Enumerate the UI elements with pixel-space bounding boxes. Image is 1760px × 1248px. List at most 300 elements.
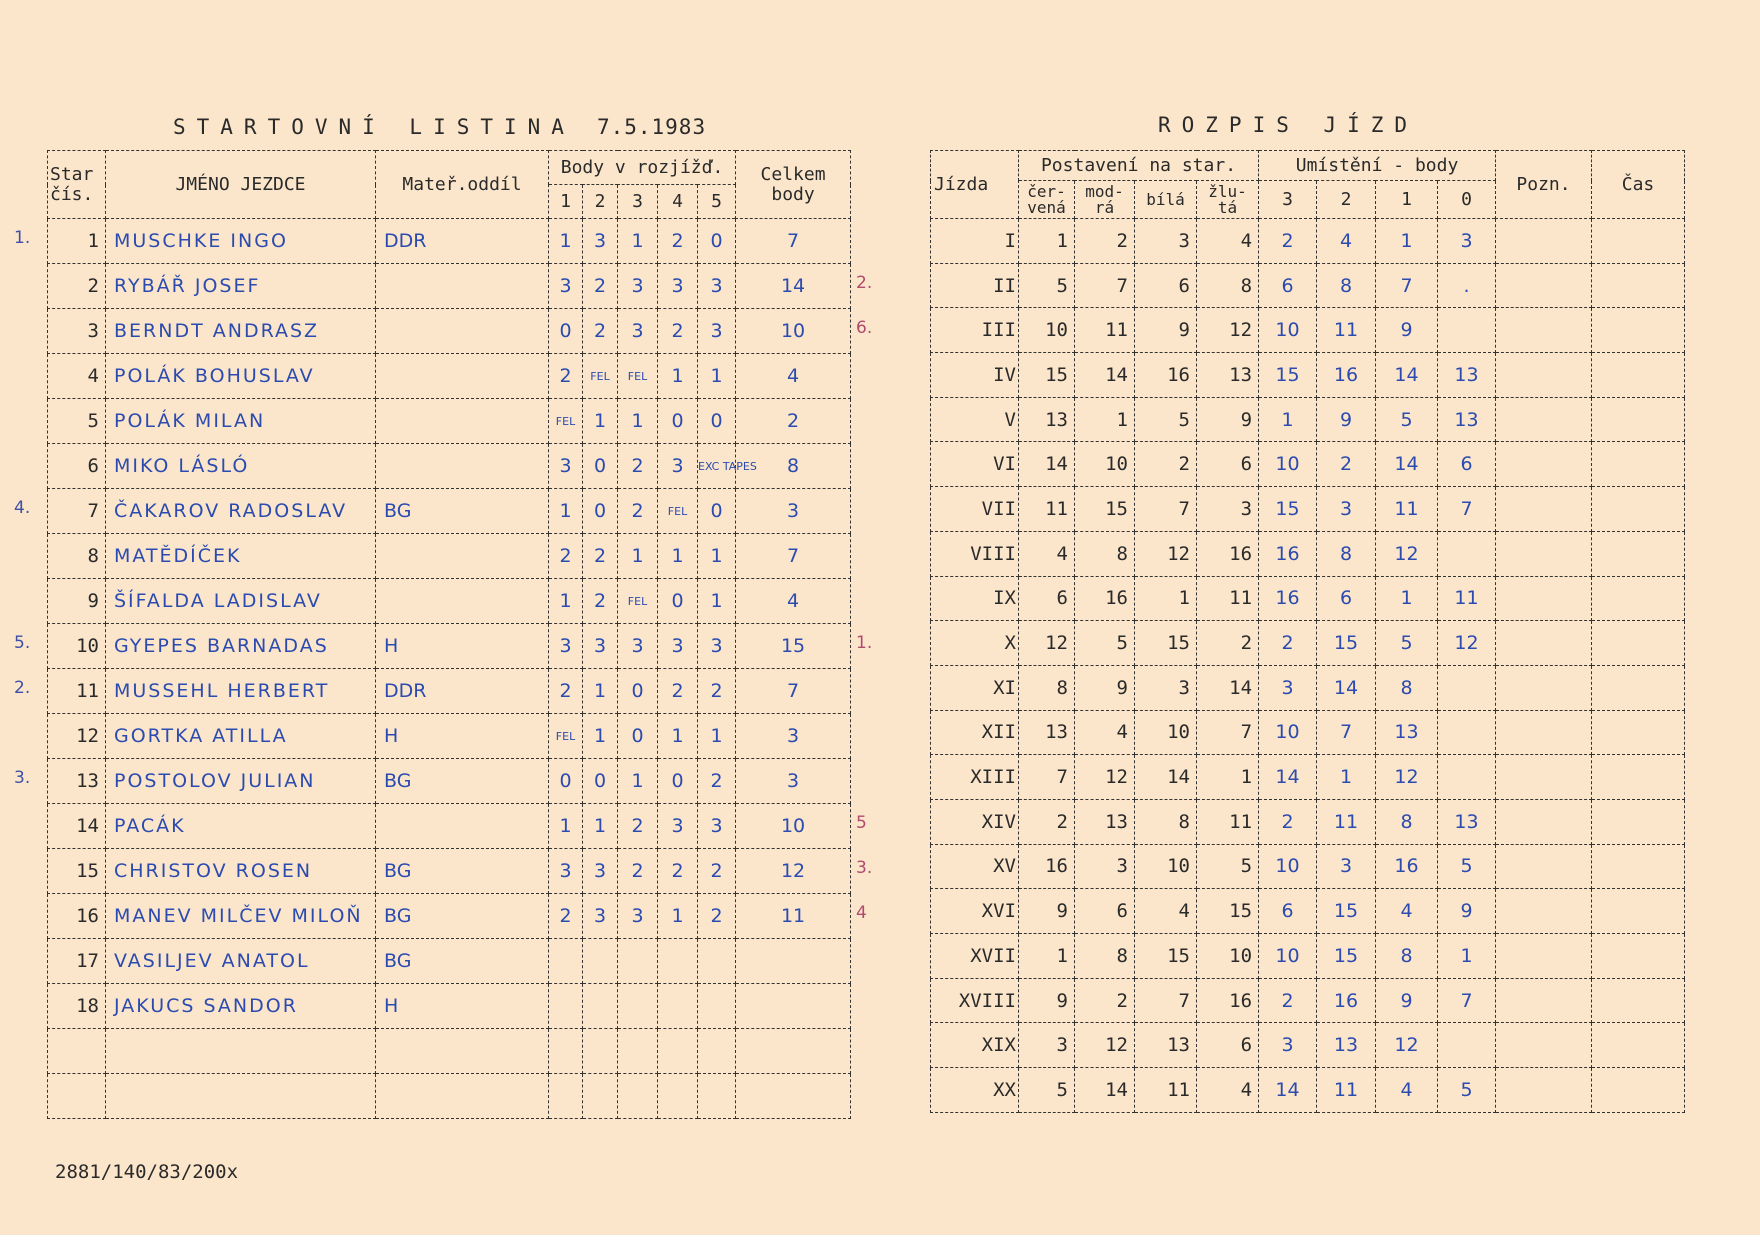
heat-points-cell: 1	[658, 354, 698, 399]
placing-rider: 15	[1317, 621, 1376, 666]
gate-rider: 16	[1197, 978, 1259, 1023]
note-cell	[1496, 934, 1592, 979]
heat-points-cell	[549, 1074, 583, 1119]
placing-rider: 3	[1317, 487, 1376, 532]
placing-rider: 14	[1376, 442, 1438, 487]
start-number: 17	[48, 939, 106, 984]
placing-rider: 15	[1317, 934, 1376, 979]
gate-rider: 13	[1135, 1023, 1197, 1068]
note-cell	[1496, 531, 1592, 576]
rider-club: DDR	[376, 669, 549, 714]
placing-rider: 12	[1376, 755, 1438, 800]
heat-points-cell: 0	[583, 759, 618, 804]
gate-rider: 5	[1135, 397, 1197, 442]
gate-rider: 9	[1075, 665, 1135, 710]
gate-rider: 9	[1135, 308, 1197, 353]
rider-name: MIKO LÁSLÓ	[106, 444, 376, 489]
heat-points-cell	[698, 1074, 736, 1119]
gate-rider: 2	[1075, 219, 1135, 264]
heat-points-cell: 3	[549, 264, 583, 309]
placing-rider: 16	[1317, 978, 1376, 1023]
placing-rider: 3	[1259, 1023, 1317, 1068]
heat-points-cell: 2	[583, 579, 618, 624]
placing-rider: 14	[1376, 353, 1438, 398]
heat-number: VIII	[931, 531, 1019, 576]
rider-row	[48, 804, 851, 849]
gate-rider: 14	[1075, 353, 1135, 398]
heat-points-cell: 3	[658, 804, 698, 849]
rider-name: MUSCHKE INGO	[106, 219, 376, 264]
gate-rider: 10	[1135, 844, 1197, 889]
gate-rider: 2	[1075, 978, 1135, 1023]
gate-rider: 2	[1197, 621, 1259, 666]
time-cell	[1592, 889, 1685, 934]
placing-rider: 1	[1259, 397, 1317, 442]
heat-points-cell: 3	[583, 624, 618, 669]
heat-points-cell	[549, 984, 583, 1029]
heat-points-cell	[583, 939, 618, 984]
heat-schedule-table	[930, 150, 1685, 1113]
time-cell	[1592, 1068, 1685, 1113]
note-cell	[1496, 799, 1592, 844]
rider-club	[376, 309, 549, 354]
heat-row	[931, 442, 1685, 487]
note-cell	[1496, 442, 1592, 487]
final-rank-mark: 4	[856, 903, 867, 923]
gate-rider: 16	[1075, 576, 1135, 621]
col-note: Pozn.	[1496, 151, 1592, 219]
rider-row	[48, 669, 851, 714]
placing-rider: 1	[1438, 934, 1496, 979]
start-number: 8	[48, 534, 106, 579]
placing-rider: 10	[1259, 442, 1317, 487]
gate-rider: 10	[1197, 934, 1259, 979]
heat-points-cell	[549, 1029, 583, 1074]
gate-rider: 3	[1135, 665, 1197, 710]
rider-row	[48, 309, 851, 354]
heat-points-cell: 1	[618, 219, 658, 264]
rider-row	[48, 1074, 851, 1119]
note-cell	[1496, 308, 1592, 353]
rider-name: CHRISTOV ROSEN	[106, 849, 376, 894]
heat-points-cell	[658, 1074, 698, 1119]
heat-points-cell: 1	[658, 534, 698, 579]
placing-rider: 14	[1259, 755, 1317, 800]
heat-points-cell: 3	[583, 219, 618, 264]
heat-points-cell: 3	[698, 309, 736, 354]
note-cell	[1496, 263, 1592, 308]
placing-rider: 2	[1259, 978, 1317, 1023]
start-number	[48, 1029, 106, 1074]
placing-rider: 14	[1317, 665, 1376, 710]
col-heat-points: Body v rozjížď.	[549, 151, 736, 185]
placing-rider	[1438, 1023, 1496, 1068]
gate-rider: 3	[1135, 219, 1197, 264]
heat-points-cell: 3	[618, 894, 658, 939]
placing-rider: 6	[1438, 442, 1496, 487]
heat-points-cell	[658, 939, 698, 984]
rider-row	[48, 714, 851, 759]
placing-rider: 1	[1376, 219, 1438, 264]
rider-name	[106, 1074, 376, 1119]
placing-rider: 15	[1259, 353, 1317, 398]
gate-rider: 9	[1019, 889, 1075, 934]
placing-rider: 8	[1317, 263, 1376, 308]
heat-row	[931, 889, 1685, 934]
heat-points-cell	[549, 939, 583, 984]
total-points	[736, 1029, 851, 1074]
time-cell	[1592, 1023, 1685, 1068]
gate-rider: 9	[1019, 978, 1075, 1023]
rider-club	[376, 264, 549, 309]
time-cell	[1592, 755, 1685, 800]
placing-rider: 13	[1438, 397, 1496, 442]
time-cell	[1592, 219, 1685, 264]
heat-points-cell: 0	[618, 714, 658, 759]
gate-rider: 8	[1075, 934, 1135, 979]
heat-points-cell: 2	[658, 219, 698, 264]
placing-rider: 2	[1259, 621, 1317, 666]
final-rank-mark: 1.	[856, 633, 873, 653]
placing-rider: 9	[1376, 978, 1438, 1023]
rider-row	[48, 534, 851, 579]
heat-points-cell: 0	[658, 579, 698, 624]
heat-number: II	[931, 263, 1019, 308]
rider-club	[376, 1074, 549, 1119]
placing-rider: 11	[1438, 576, 1496, 621]
final-rank-mark: 5	[856, 813, 867, 833]
total-points	[736, 1074, 851, 1119]
heat-number: XI	[931, 665, 1019, 710]
heat-row	[931, 353, 1685, 398]
time-cell	[1592, 442, 1685, 487]
rider-name: POLÁK MILAN	[106, 399, 376, 444]
gate-rider: 6	[1197, 1023, 1259, 1068]
gate-rider: 8	[1019, 665, 1075, 710]
rider-club: BG	[376, 894, 549, 939]
rider-row	[48, 264, 851, 309]
gate-rider: 12	[1197, 308, 1259, 353]
heat-points-cell	[698, 939, 736, 984]
final-rank-mark: 3.	[856, 858, 873, 878]
gate-rider: 4	[1019, 531, 1075, 576]
total-points: 7	[736, 219, 851, 264]
gate-rider: 14	[1019, 442, 1075, 487]
gate-rider: 7	[1135, 978, 1197, 1023]
gate-rider: 1	[1197, 755, 1259, 800]
placing-rider: 10	[1259, 934, 1317, 979]
heat-points-cell: 3	[549, 849, 583, 894]
col-total: Celkem body	[736, 151, 851, 219]
time-cell	[1592, 397, 1685, 442]
placing-rider: 5	[1376, 621, 1438, 666]
start-list-body	[48, 219, 851, 1119]
total-points: 10	[736, 309, 851, 354]
heat-points-cell: FEL	[583, 354, 618, 399]
rider-club: BG	[376, 849, 549, 894]
col-time: Čas	[1592, 151, 1685, 219]
heat-number-header: 5	[698, 185, 736, 219]
heat-number: XII	[931, 710, 1019, 755]
placing-rider: 12	[1376, 531, 1438, 576]
gate-rider: 12	[1075, 755, 1135, 800]
time-cell	[1592, 308, 1685, 353]
gate-rider: 13	[1075, 799, 1135, 844]
rider-row	[48, 219, 851, 264]
placing-rider: 7	[1438, 978, 1496, 1023]
print-code: 2881/140/83/200x	[55, 1161, 239, 1183]
heat-number: XVI	[931, 889, 1019, 934]
gate-rider: 8	[1075, 531, 1135, 576]
heat-points-cell: 2	[618, 849, 658, 894]
heat-points-cell	[618, 984, 658, 1029]
gate-rider: 6	[1075, 889, 1135, 934]
placing-rider: 5	[1438, 844, 1496, 889]
placing-points-header: 2	[1317, 181, 1376, 219]
start-list-table	[47, 150, 851, 1119]
placing-rider: 4	[1376, 889, 1438, 934]
rider-row	[48, 849, 851, 894]
placing-rider: 1	[1317, 755, 1376, 800]
time-cell	[1592, 576, 1685, 621]
heat-number: XV	[931, 844, 1019, 889]
heat-number: XIX	[931, 1023, 1019, 1068]
heat-number-header: 3	[618, 185, 658, 219]
placing-rider: 13	[1438, 799, 1496, 844]
gate-rider: 15	[1019, 353, 1075, 398]
col-club: Mateř.oddíl	[376, 151, 549, 219]
heat-points-cell: 2	[549, 534, 583, 579]
placing-rider: 9	[1376, 308, 1438, 353]
placing-rider: 7	[1376, 263, 1438, 308]
gate-rider: 14	[1075, 1068, 1135, 1113]
heat-row	[931, 799, 1685, 844]
note-cell	[1496, 397, 1592, 442]
rider-row	[48, 444, 851, 489]
heat-row	[931, 665, 1685, 710]
rider-club	[376, 579, 549, 624]
total-points: 10	[736, 804, 851, 849]
note-cell	[1496, 621, 1592, 666]
rider-club	[376, 804, 549, 849]
gate-rider: 8	[1135, 799, 1197, 844]
rider-row	[48, 894, 851, 939]
heat-points-cell: 0	[658, 759, 698, 804]
placing-rider: 7	[1317, 710, 1376, 755]
gate-rider: 15	[1135, 621, 1197, 666]
heat-points-cell: 1	[658, 894, 698, 939]
start-number: 14	[48, 804, 106, 849]
rider-name: BERNDT ANDRASZ	[106, 309, 376, 354]
heat-points-cell: 3	[698, 264, 736, 309]
placing-rider: 16	[1376, 844, 1438, 889]
placing-rider: 11	[1317, 1068, 1376, 1113]
heat-points-cell: 1	[618, 534, 658, 579]
note-cell	[1496, 576, 1592, 621]
placing-rider: 11	[1317, 308, 1376, 353]
placing-rider: 9	[1317, 397, 1376, 442]
heat-number: III	[931, 308, 1019, 353]
placing-rider: 12	[1376, 1023, 1438, 1068]
gate-rider: 11	[1197, 799, 1259, 844]
heat-points-cell: 1	[583, 804, 618, 849]
start-number: 4	[48, 354, 106, 399]
start-number: 5	[48, 399, 106, 444]
placing-points-header: 3	[1259, 181, 1317, 219]
start-list-date: 7.5.1983	[596, 115, 707, 139]
rider-club: BG	[376, 939, 549, 984]
heat-points-cell: 3	[698, 624, 736, 669]
heat-points-cell: 1	[698, 354, 736, 399]
placing-rider: 5	[1376, 397, 1438, 442]
heat-points-cell: 3	[618, 264, 658, 309]
heat-points-cell: 0	[658, 399, 698, 444]
gate-rider: 7	[1197, 710, 1259, 755]
rider-row	[48, 759, 851, 804]
rider-row	[48, 399, 851, 444]
gate-rider: 3	[1019, 1023, 1075, 1068]
heat-number: I	[931, 219, 1019, 264]
gate-rider: 11	[1197, 576, 1259, 621]
heat-points-cell	[698, 984, 736, 1029]
gate-rider: 8	[1197, 263, 1259, 308]
note-cell	[1496, 755, 1592, 800]
start-list-title-text: STARTOVNÍ LISTINA	[173, 115, 575, 139]
gate-rider: 6	[1197, 442, 1259, 487]
heat-points-cell: 1	[583, 714, 618, 759]
heat-number: XIV	[931, 799, 1019, 844]
gate-rider: 16	[1019, 844, 1075, 889]
heat-row	[931, 1068, 1685, 1113]
gate-rider: 11	[1075, 308, 1135, 353]
heat-points-cell	[618, 939, 658, 984]
heat-points-cell: 2	[698, 759, 736, 804]
heat-points-cell: 1	[698, 714, 736, 759]
gate-rider: 1	[1019, 219, 1075, 264]
heat-points-cell: 0	[698, 489, 736, 534]
rider-row	[48, 579, 851, 624]
heat-points-cell: 1	[698, 579, 736, 624]
heat-points-cell	[618, 1029, 658, 1074]
heat-points-cell: 1	[618, 759, 658, 804]
heat-points-cell: 1	[583, 399, 618, 444]
placing-rider: 10	[1259, 844, 1317, 889]
heat-points-cell: 0	[549, 309, 583, 354]
gate-rider: 5	[1197, 844, 1259, 889]
placing-points-header: 0	[1438, 181, 1496, 219]
heat-points-cell: 1	[549, 219, 583, 264]
placing-rider: 8	[1317, 531, 1376, 576]
col-rider-name: JMÉNO JEZDCE	[106, 151, 376, 219]
placing-rider: 10	[1259, 308, 1317, 353]
gate-rider: 1	[1075, 397, 1135, 442]
placing-rider: 6	[1317, 576, 1376, 621]
gate-rider: 10	[1135, 710, 1197, 755]
gate-rider: 13	[1197, 353, 1259, 398]
rider-name: GORTKA ATILLA	[106, 714, 376, 759]
start-number: 12	[48, 714, 106, 759]
final-rank-mark: 3.	[14, 768, 31, 788]
note-cell	[1496, 844, 1592, 889]
heat-points-cell: 0	[698, 399, 736, 444]
note-cell	[1496, 1023, 1592, 1068]
gate-rider: 5	[1075, 621, 1135, 666]
rider-name	[106, 1029, 376, 1074]
heat-points-cell	[698, 1029, 736, 1074]
total-points: 7	[736, 669, 851, 714]
gate-rider: 4	[1197, 1068, 1259, 1113]
placing-rider: 16	[1259, 576, 1317, 621]
heat-points-cell: 0	[583, 444, 618, 489]
heat-points-cell: 2	[658, 669, 698, 714]
placing-rider: 10	[1259, 710, 1317, 755]
heat-points-cell: 2	[549, 669, 583, 714]
rider-name: POSTOLOV JULIAN	[106, 759, 376, 804]
gate-rider: 5	[1019, 263, 1075, 308]
heat-points-cell: 0	[549, 759, 583, 804]
total-points: 12	[736, 849, 851, 894]
placing-rider	[1438, 308, 1496, 353]
heat-points-cell	[583, 1029, 618, 1074]
gate-rider: 1	[1019, 934, 1075, 979]
total-points	[736, 984, 851, 1029]
start-number: 3	[48, 309, 106, 354]
heat-points-cell: 2	[549, 354, 583, 399]
rider-name: MANEV MILČEV MILOŇ	[106, 894, 376, 939]
heat-number: X	[931, 621, 1019, 666]
placing-rider: 14	[1259, 1068, 1317, 1113]
start-number: 10	[48, 624, 106, 669]
start-list-title	[173, 115, 706, 139]
time-cell	[1592, 263, 1685, 308]
heat-row	[931, 755, 1685, 800]
rider-row	[48, 1029, 851, 1074]
heat-row	[931, 219, 1685, 264]
start-number: 18	[48, 984, 106, 1029]
placing-rider	[1438, 531, 1496, 576]
heat-points-cell: 2	[583, 309, 618, 354]
note-cell	[1496, 1068, 1592, 1113]
gate-rider: 7	[1075, 263, 1135, 308]
gate-rider: 1	[1135, 576, 1197, 621]
heat-number: VII	[931, 487, 1019, 532]
placing-rider: 7	[1438, 487, 1496, 532]
rider-row	[48, 984, 851, 1029]
rider-club	[376, 534, 549, 579]
gate-rider: 4	[1197, 219, 1259, 264]
heat-points-cell: 3	[698, 804, 736, 849]
placing-rider: 4	[1376, 1068, 1438, 1113]
gate-rider: 15	[1075, 487, 1135, 532]
final-rank-mark: 6.	[856, 318, 873, 338]
gate-rider: 14	[1197, 665, 1259, 710]
placing-rider: 8	[1376, 934, 1438, 979]
heat-number: XVIII	[931, 978, 1019, 1023]
heat-points-cell: 1	[698, 534, 736, 579]
heat-points-cell: 1	[658, 714, 698, 759]
heat-points-cell: 2	[698, 669, 736, 714]
rider-name: MATĚDÍČEK	[106, 534, 376, 579]
gate-rider: 7	[1135, 487, 1197, 532]
heat-points-cell: FEL	[618, 354, 658, 399]
heat-points-cell: 3	[658, 444, 698, 489]
rider-club: H	[376, 984, 549, 1029]
heat-row	[931, 397, 1685, 442]
final-rank-mark: 5.	[14, 633, 31, 653]
heat-points-cell: 2	[618, 444, 658, 489]
heat-number: VI	[931, 442, 1019, 487]
placing-rider: 13	[1438, 353, 1496, 398]
